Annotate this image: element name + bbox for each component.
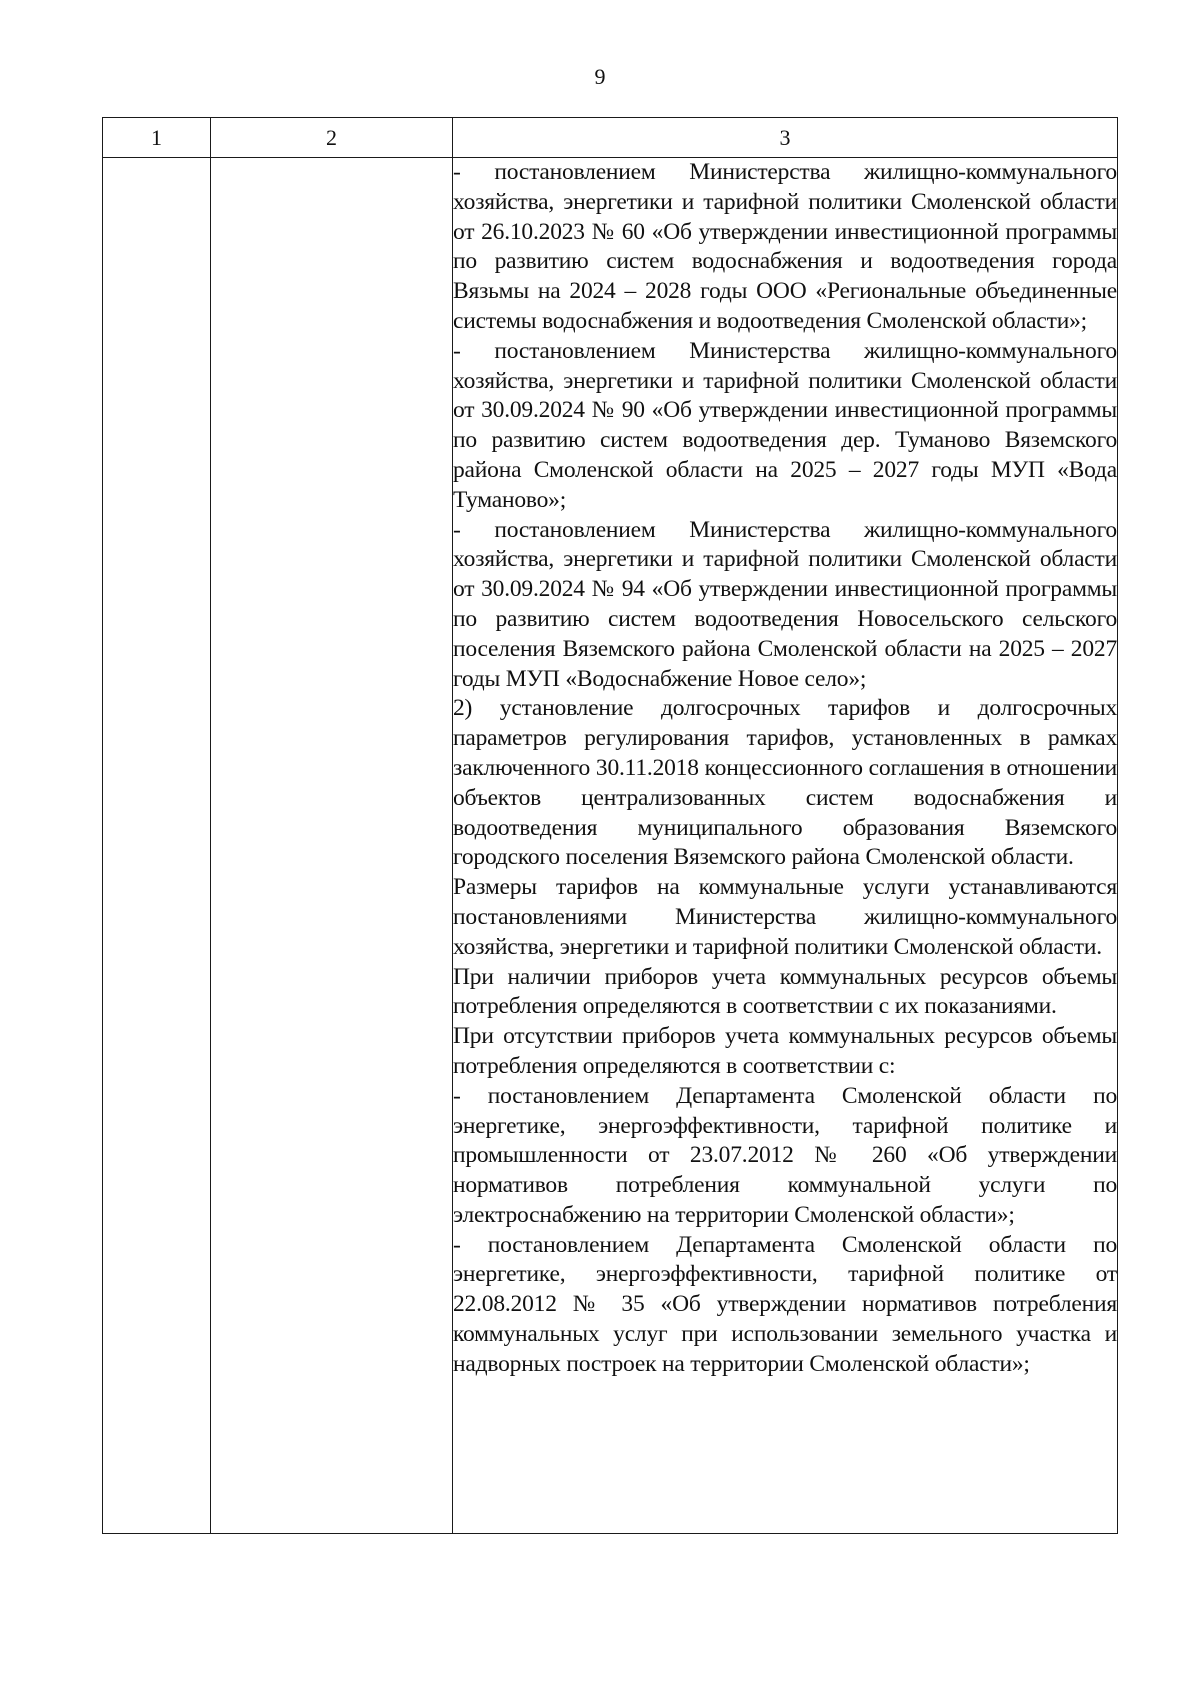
paragraph-resolution-94: - постановлением Министерства жилищно-коммунального хозяйства, энергетики и тарифной политики Смоленской области от 30.09.2024 № 94 «Об утверждении инвестиционной программы по развитию систем водоотведения Новосельского сельского поселения Вяземского района Смоленской области на 2025 – 2027 годы МУП «Водоснабжение Новое село»;	[453, 516, 1117, 692]
paragraph-tariff-sizes: Размеры тарифов на коммунальные услуги устанавливаются постановлениями Министерства жилищно-коммунального хозяйства, энергетики и тарифной политики Смоленской области.	[453, 874, 1117, 960]
paragraph-with-meters: При наличии приборов учета коммунальных ресурсов объемы потребления определяются в соответствии с их показаниями.	[453, 963, 1117, 1020]
column-header-1: 1	[103, 118, 211, 158]
document-table	[102, 117, 1118, 1534]
column-3-cell	[453, 158, 1118, 1534]
paragraph-resolution-60: - постановлением Министерства жилищно-коммунального хозяйства, энергетики и тарифной политики Смоленской области от 26.10.2023 № 60 «Об утверждении инвестиционной программы по развитию систем водоснабжения и водоотведения города Вязьмы на 2024 – 2028 годы ООО «Региональные объединенные системы водоснабжения и водоотведения Смоленской области»;	[453, 159, 1117, 334]
paragraph-resolution-260: - постановлением Департамента Смоленской области по энергетике, энергоэффективности, тарифной политике и промышленности от 23.07.2012 № 260 «Об утверждении нормативов потребления коммунальной услуги по электроснабжению на территории Смоленской области»;	[453, 1082, 1117, 1228]
column-2-cell	[211, 158, 453, 1534]
paragraph-without-meters: При отсутствии приборов учета коммунальных ресурсов объемы потребления определяются в соответствии с:	[453, 1023, 1117, 1079]
column-1-cell	[103, 158, 211, 1534]
table-row	[103, 158, 1118, 1534]
column-header-3: 3	[453, 118, 1118, 158]
column-header-2: 2	[211, 118, 453, 158]
paragraph-resolution-35: - постановлением Департамента Смоленской области по энергетике, энергоэффективности, тарифной политике от 22.08.2012 № 35 «Об утверждении нормативов потребления коммунальных услуг при использовании земельного участка и надворных построек на территории Смоленской области»;	[453, 1231, 1117, 1377]
paragraph-resolution-90: - постановлением Министерства жилищно-коммунального хозяйства, энергетики и тарифной политики Смоленской области от 30.09.2024 № 90 «Об утверждении инвестиционной программы по развитию систем водоотведения дер. Туманово Вяземского района Смоленской области на 2025 – 2027 годы МУП «Вода Туманово»;	[453, 337, 1117, 513]
table-header-row	[103, 118, 1118, 158]
page-number: 9	[594, 64, 606, 89]
paragraph-long-term-tariffs: 2) установление долгосрочных тарифов и долгосрочных параметров регулирования тарифов, установленных в рамках заключенного 30.11.2018 концессионного соглашения в отношении объектов централизованных систем водоснабжения и водоотведения муниципального образования Вяземского городского поселения Вяземского района Смоленской области.	[453, 695, 1117, 871]
